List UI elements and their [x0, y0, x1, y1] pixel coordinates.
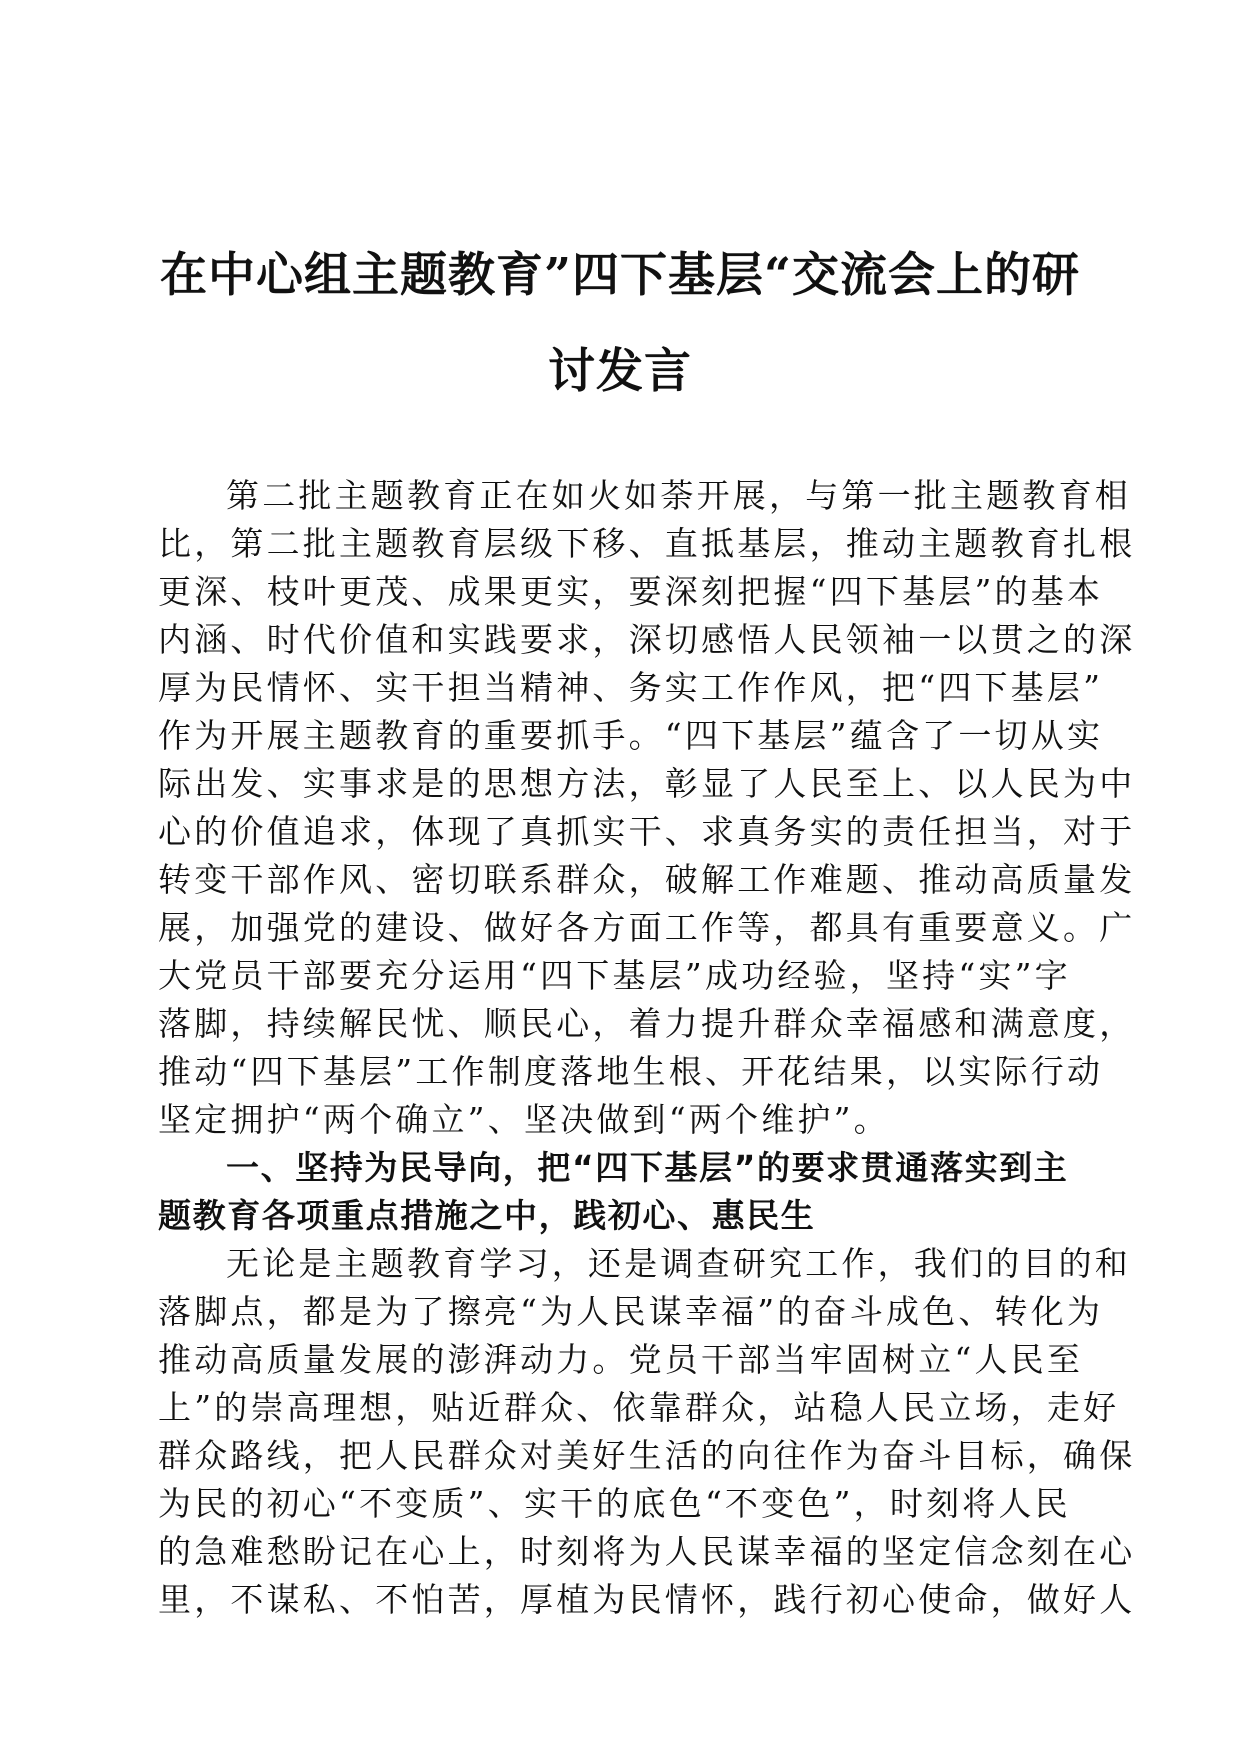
text-line: 作为开展主题教育的重要抓手。“四下基层”蕴含了一切从实	[158, 716, 1104, 755]
heading-line: 一、坚持为民导向，把“四下基层”的要求贯通落实到主	[226, 1148, 1069, 1187]
text-line: 厚为民情怀、实干担当精神、务实工作作风，把“四下基层”	[158, 668, 1104, 707]
text-line: 上”的崇高理想，贴近群众、依靠群众，站稳人民立场，走好	[158, 1388, 1120, 1427]
text-line: 更深、枝叶更茂、成果更实，要深刻把握“四下基层”的基本	[158, 572, 1104, 611]
text-line: 心的价值追求，体现了真抓实干、求真务实的责任担当，对于	[158, 812, 1136, 851]
paragraph-section-1	[158, 1240, 1136, 1624]
text-line: 坚定拥护“两个确立”、坚决做到“两个维护”。	[158, 1100, 890, 1139]
document-title	[150, 228, 1090, 420]
text-line: 落脚，持续解民忧、顺民心，着力提升群众幸福感和满意度，	[158, 1004, 1136, 1043]
text-line: 际出发、实事求是的思想方法，彰显了人民至上、以人民为中	[158, 764, 1136, 803]
text-line: 为民的初心“不变质”、实干的底色“不变色”，时刻将人民	[158, 1484, 1071, 1523]
text-line: 推动高质量发展的澎湃动力。党员干部当牢固树立“人民至	[158, 1340, 1084, 1379]
title-line: 讨发言	[548, 344, 692, 399]
paragraph-intro	[158, 472, 1136, 1144]
text-line: 无论是主题教育学习，还是调查研究工作，我们的目的和	[226, 1244, 1131, 1283]
heading-line: 题教育各项重点措施之中，践初心、惠民生	[158, 1196, 816, 1235]
text-line: 第二批主题教育正在如火如荼开展，与第一批主题教育相	[226, 476, 1131, 515]
text-line: 里，不谋私、不怕苦，厚植为民情怀，践行初心使命，做好人	[158, 1580, 1136, 1619]
text-line: 比，第二批主题教育层级下移、直抵基层，推动主题教育扎根	[158, 524, 1136, 563]
text-line: 内涵、时代价值和实践要求，深切感悟人民领袖一以贯之的深	[158, 620, 1136, 659]
section-heading-1	[158, 1144, 1078, 1240]
text-line: 的急难愁盼记在心上，时刻将为人民谋幸福的坚定信念刻在心	[158, 1532, 1136, 1571]
title-line: 在中心组主题教育”四下基层“交流会上的研	[159, 248, 1081, 303]
text-line: 落脚点，都是为了擦亮“为人民谋幸福”的奋斗成色、转化为	[158, 1292, 1104, 1331]
text-line: 展，加强党的建设、做好各方面工作等，都具有重要意义。广	[158, 908, 1136, 947]
text-line: 群众路线，把人民群众对美好生活的向往作为奋斗目标，确保	[158, 1436, 1136, 1475]
text-line: 大党员干部要充分运用“四下基层”成功经验，坚持“实”字	[158, 956, 1071, 995]
text-line: 推动“四下基层”工作制度落地生根、开花结果，以实际行动	[158, 1052, 1104, 1091]
document-body	[158, 472, 1136, 1624]
text-line: 转变干部作风、密切联系群众，破解工作难题、推动高质量发	[158, 860, 1136, 899]
